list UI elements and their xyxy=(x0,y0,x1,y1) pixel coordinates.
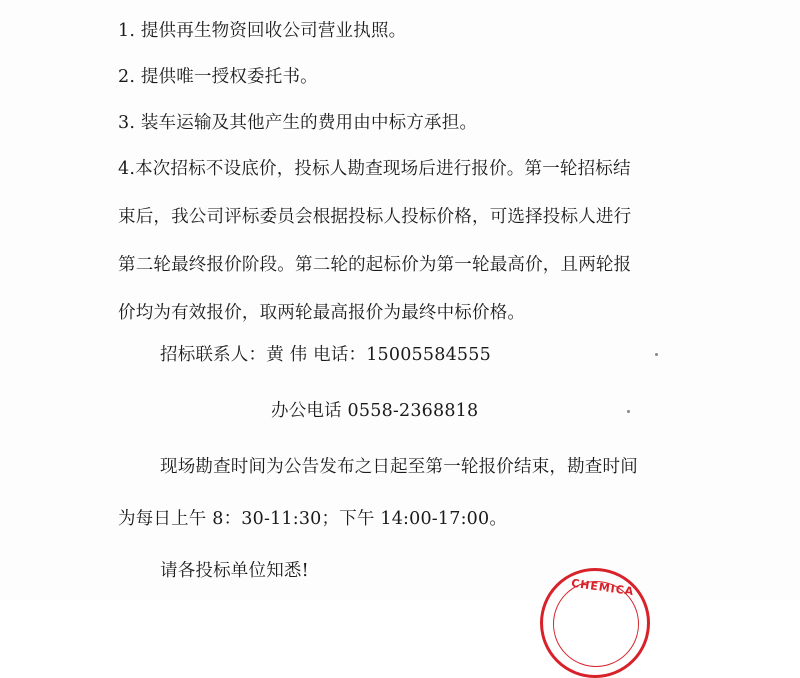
item-4-line: 束后，我公司评标委员会根据投标人投标价格，可选择投标人进行 xyxy=(118,207,632,227)
survey-time-line-2: 为每日上午 8：30-11:30；下午 14:00-17:00。 xyxy=(118,509,508,529)
contact-line: 招标联系人：黄 伟 电话：15005584555 xyxy=(160,345,491,365)
survey-time-line-1: 现场勘查时间为公告发布之日起至第一轮报价结束，勘查时间 xyxy=(160,457,638,477)
item-4-line: 4.本次招标不设底价，投标人勘查现场后进行报价。第一轮招标结 xyxy=(118,159,631,179)
notice-line: 请各投标单位知悉! xyxy=(160,561,309,581)
requirement-item-2: 2. 提供唯一授权委托书。 xyxy=(118,67,318,87)
scan-speck xyxy=(627,410,630,413)
requirement-item-1: 1. 提供再生物资回收公司营业执照。 xyxy=(118,21,407,41)
item-4-line: 价均为有效报价，取两轮最高报价为最终中标价格。 xyxy=(118,303,526,323)
item-4-line: 第二轮最终报价阶段。第二轮的起标价为第一轮最高价，且两轮报 xyxy=(118,255,632,275)
scan-speck xyxy=(655,353,658,356)
requirement-item-3: 3. 装车运输及其他产生的费用由中标方承担。 xyxy=(118,113,478,133)
company-seal xyxy=(540,568,650,678)
requirement-item-4 xyxy=(118,157,708,349)
office-phone-line: 办公电话 0558-2368818 xyxy=(271,401,479,421)
seal-text: CHEMICA xyxy=(570,576,636,599)
